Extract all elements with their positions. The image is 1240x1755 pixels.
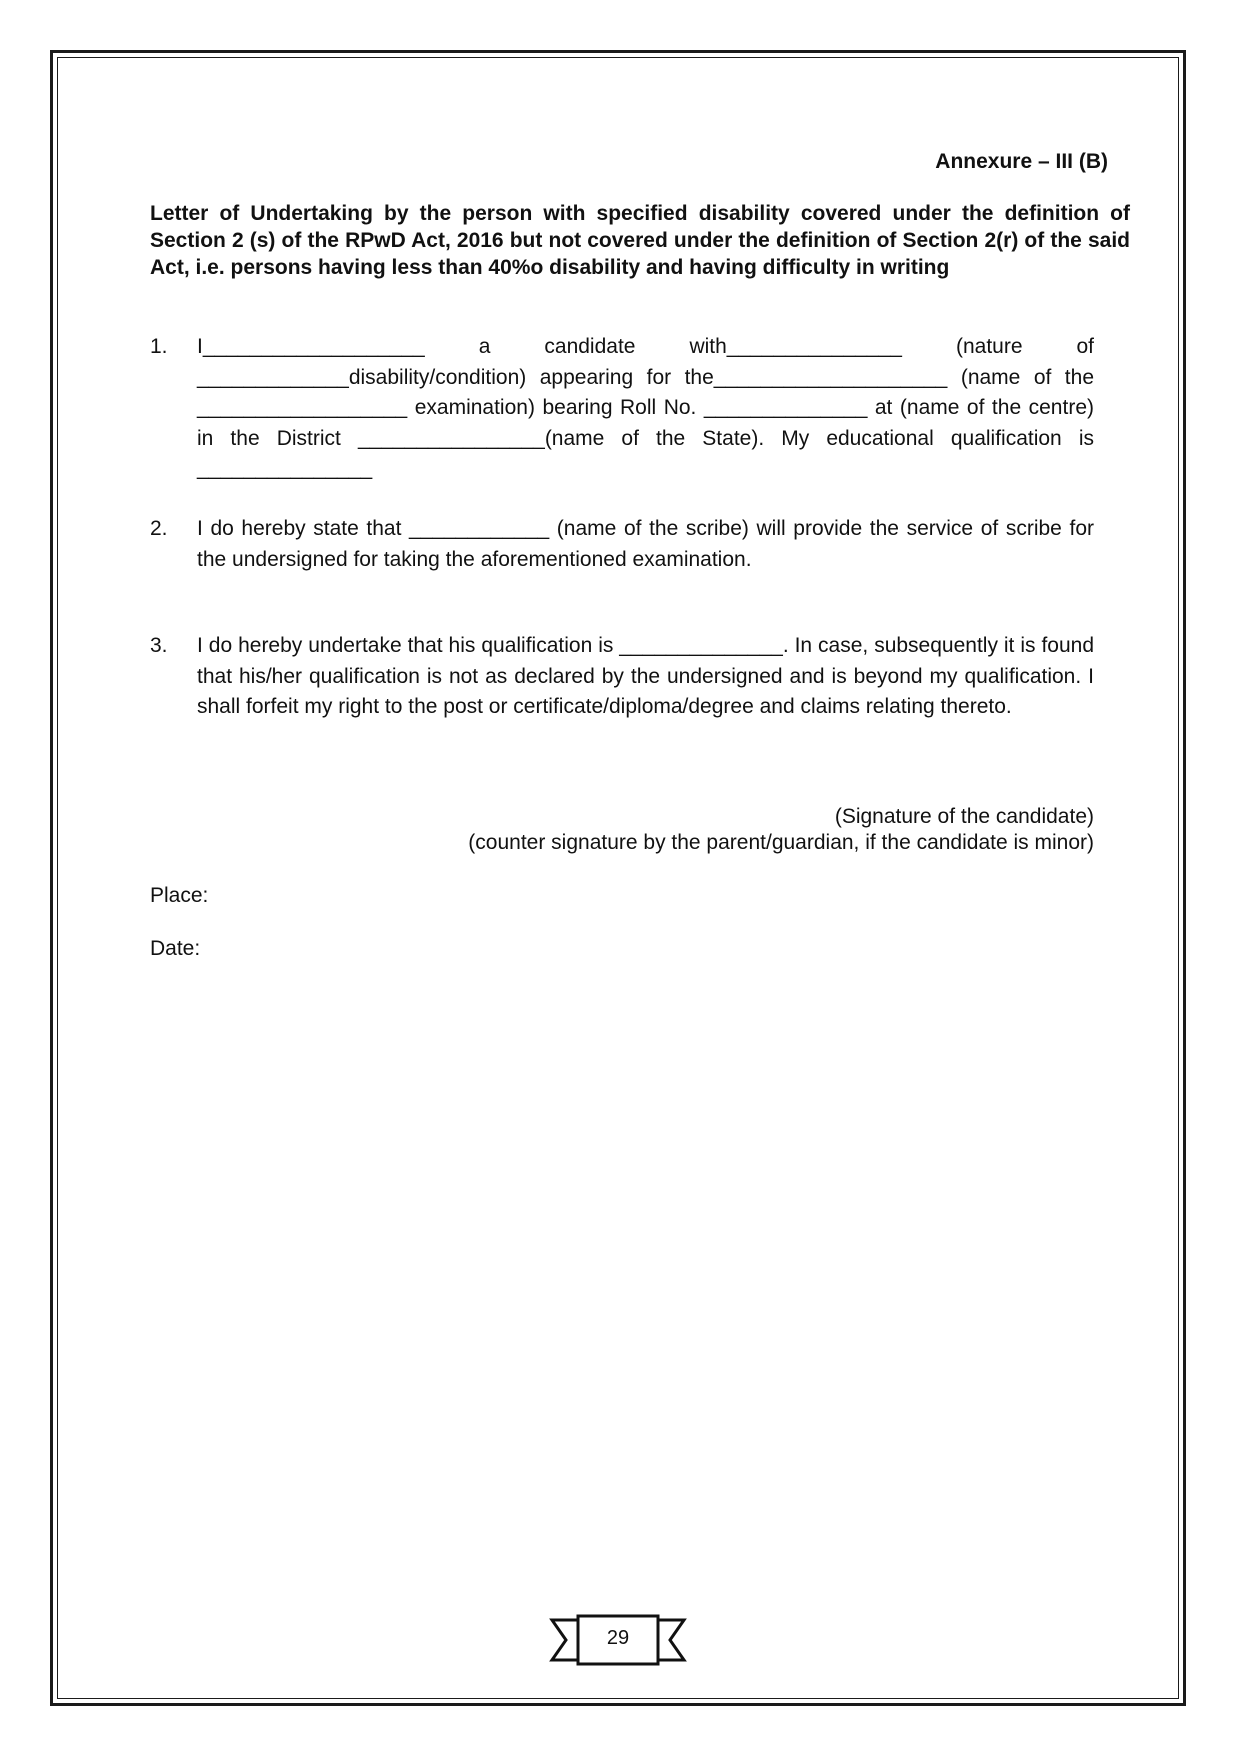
list-item-number: 3. xyxy=(150,634,168,657)
list-item xyxy=(150,332,1094,485)
list-item xyxy=(150,631,1094,723)
place-label: Place: xyxy=(150,884,209,907)
page-number: 29 xyxy=(606,1627,630,1649)
annexure-heading: Annexure – III (B) xyxy=(935,150,1108,173)
guardian-signature-label: (counter signature by the parent/guardian, if the candidate is minor) xyxy=(468,831,1094,854)
list-item xyxy=(150,514,1094,575)
list-item-number: 1. xyxy=(150,335,168,358)
page-border-inner xyxy=(57,57,1179,1699)
date-label: Date: xyxy=(150,937,201,960)
candidate-signature-label: (Signature of the candidate) xyxy=(834,805,1094,828)
list-item-number: 2. xyxy=(150,517,168,540)
signature-block xyxy=(468,804,1094,856)
list-item-text: I___________________ a candidate with_______________ (nature of _____________disability/condition) appearing for the____________________ (name of the __________________ examination) bearing Roll No. ______________ at (name of the centre) in the District ________________(name of the State). My educational qualification is _______________ xyxy=(197,335,1094,480)
list-item-text: I do hereby state that ____________ (name of the scribe) will provide the service of scribe for the undersigned for taking the aforementioned examination. xyxy=(197,517,1094,571)
list-item-text: I do hereby undertake that his qualification is ______________. In case, subsequently it is found that his/her qualification is not as declared by the undersigned and is beyond my qualification. I shall forfeit my right to the post or certificate/diploma/degree and claims relating thereto. xyxy=(197,634,1094,718)
letter-title: Letter of Undertaking by the person with specified disability covered under the definition of Section 2 (s) of the RPwD Act, 2016 but not covered under the definition of Section 2(r) of the said Act, i.e. persons having less than 40%o disability and having difficulty in writing xyxy=(150,202,1130,279)
